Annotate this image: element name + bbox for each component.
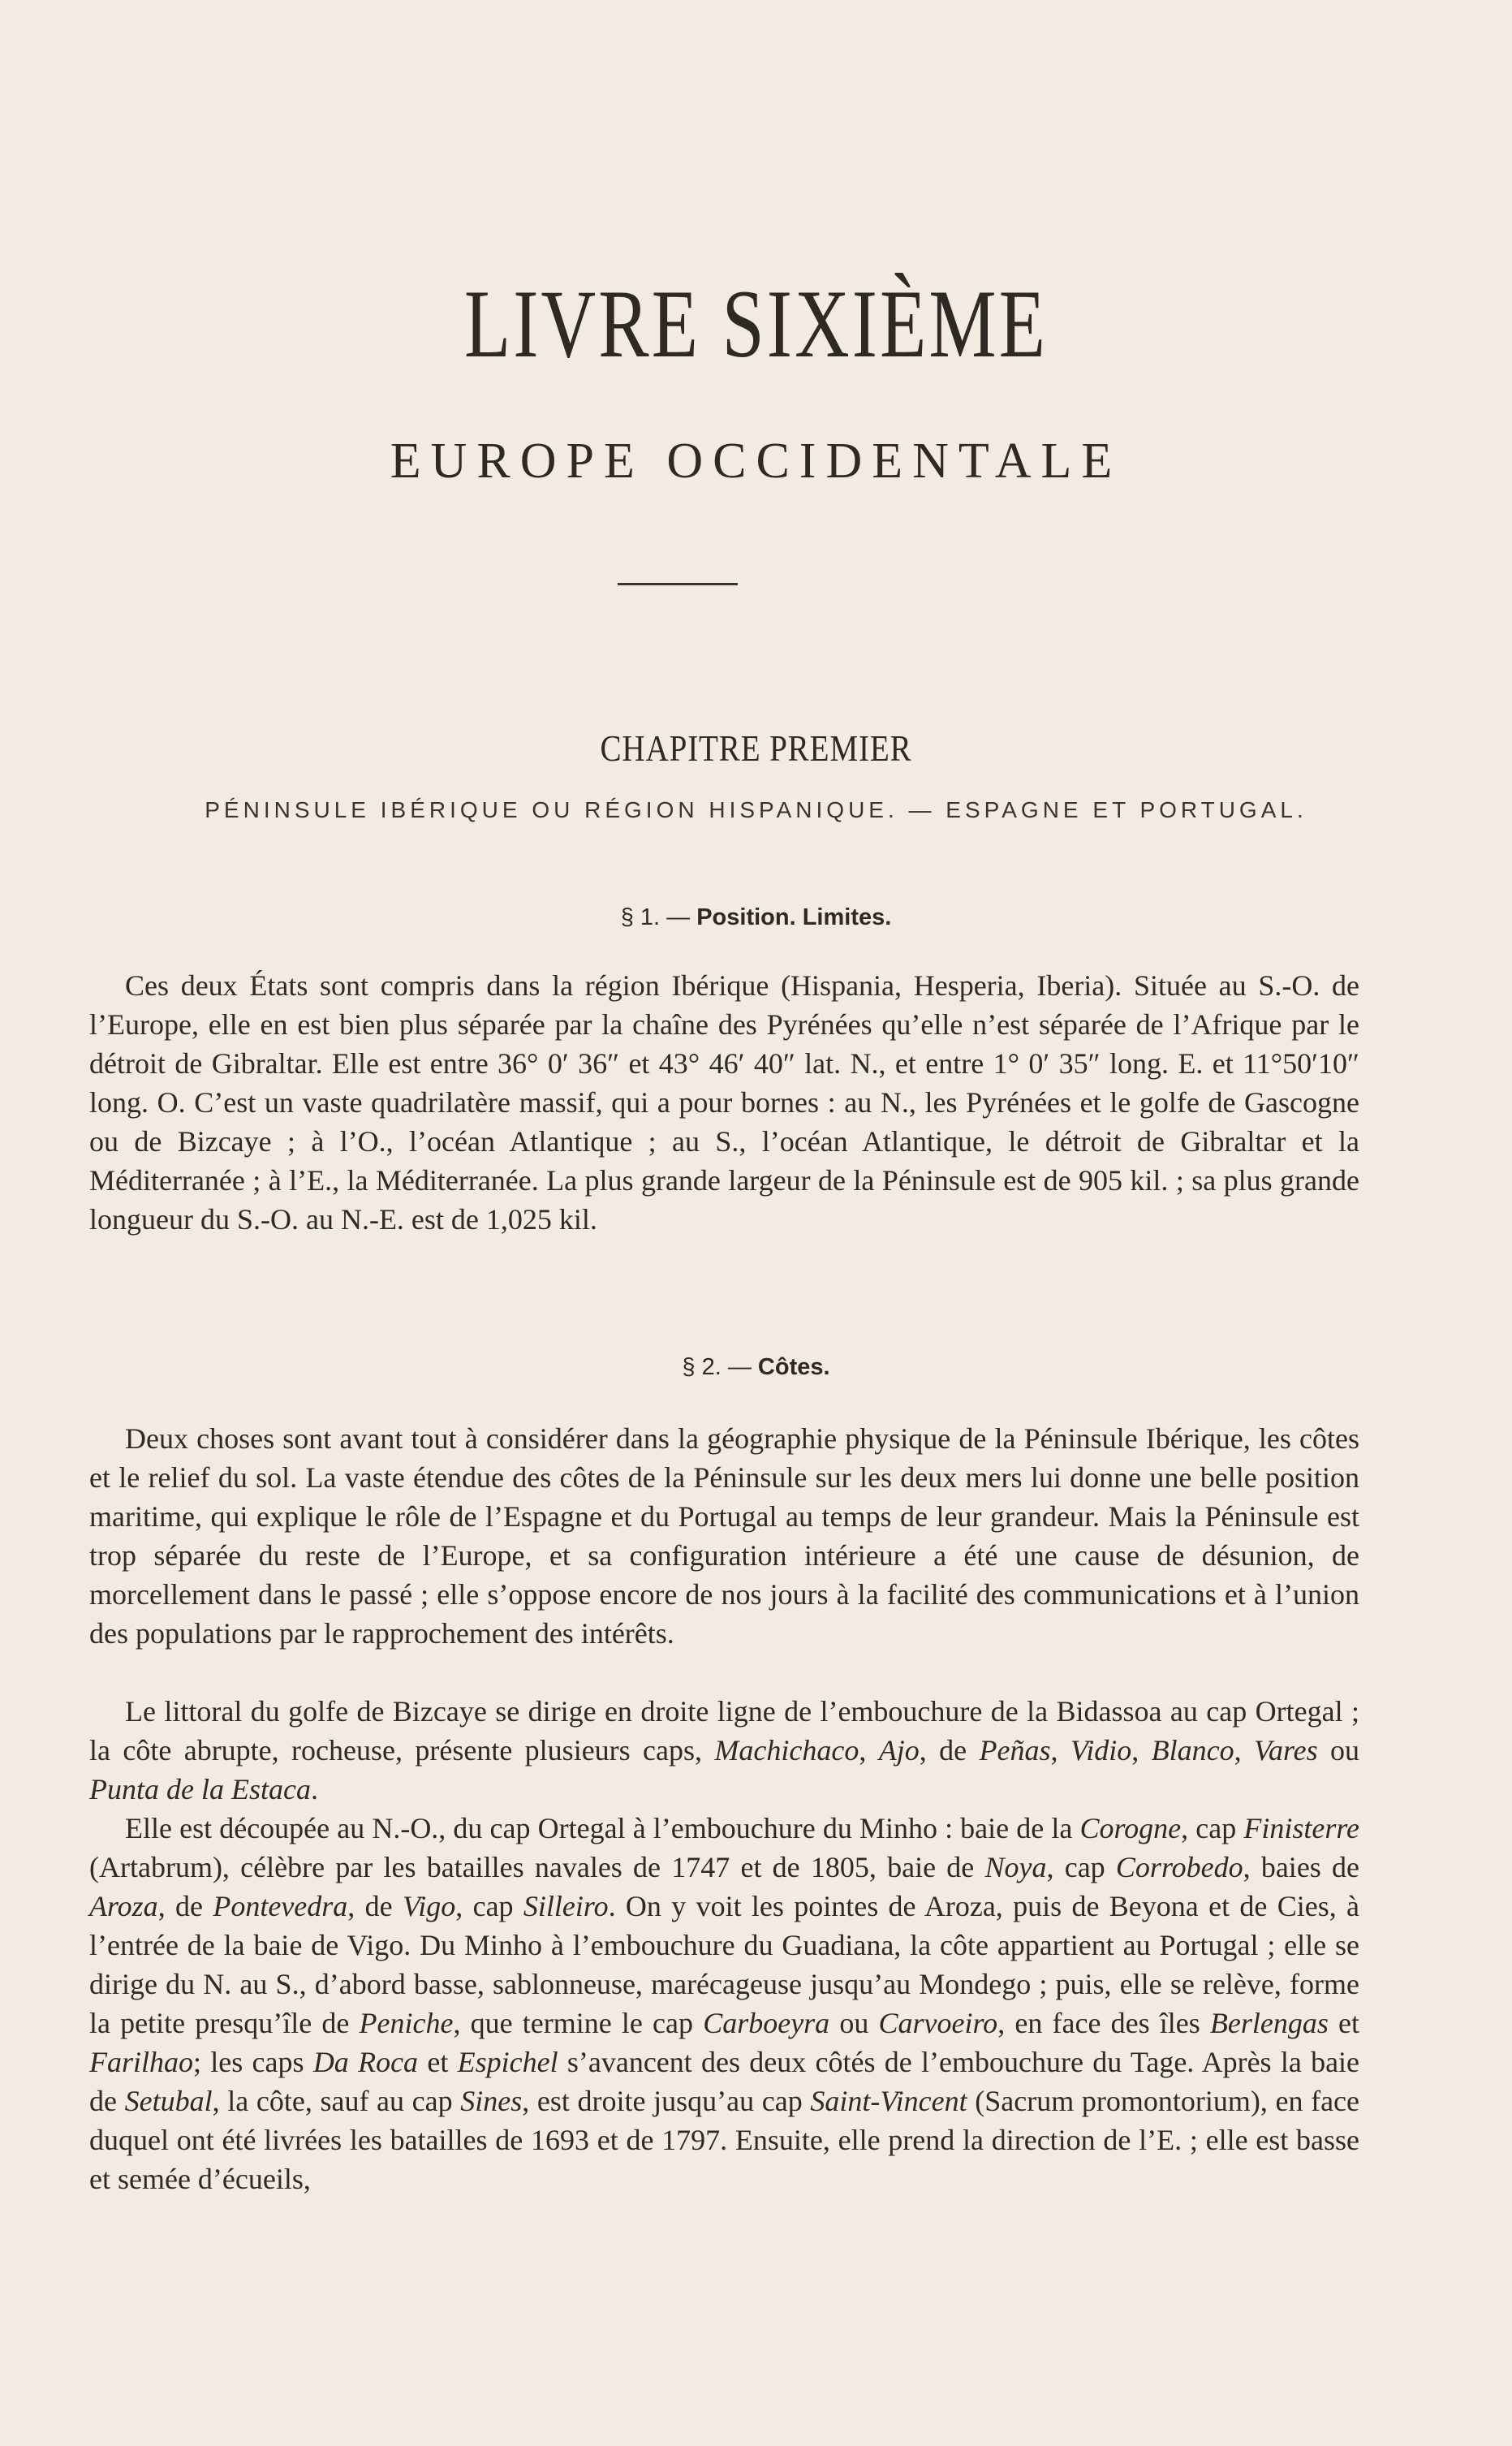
chapter-title: CHAPITRE PREMIER xyxy=(600,727,912,769)
place-name: Farilhao xyxy=(89,2046,194,2078)
place-name: Carvoeiro xyxy=(878,2007,998,2039)
place-name: Ajo xyxy=(878,1734,920,1767)
chapter-subtitle: PÉNINSULE IBÉRIQUE OU RÉGION HISPANIQUE. — ESPAGNE ET PORTUGAL. xyxy=(205,797,1307,822)
section-1-paragraph: Ces deux États sont compris dans la région Ibérique (Hispania, Hesperia, Iberia). Située au S.-O. de l’Europe, elle en est bien plus séparée par la chaîne des Pyrénées qu’elle n’est séparée de l’Afrique par le détroit de Gibraltar. Elle est entre 36° 0′ 36″ et 43° 46′ 40″ lat. N., et entre 1° 0′ 35″ long. E. et 11°50′10″ long. O. C’est un vaste quadrilatère massif, qui a pour bornes : au N., les Pyrénées et le golfe de Gascogne ou de Bizcaye ; à l’O., l’océan Atlantique ; au S., l’océan Atlantique, le détroit de Gibraltar et la Méditerranée ; à l’E., la Méditerranée. La plus grande largeur de la Péninsule est de 905 kil. ; sa plus grande longueur du S.-O. au N.-E. est de 1,025 kil. xyxy=(89,969,1359,1236)
place-name: Pontevedra xyxy=(213,1890,348,1922)
section-2-paragraph-3: Elle est découpée au N.-O., du cap Ortegal à l’embouchure du Minho : baie de la Corogne, cap Finisterre (Artabrum), célèbre par les batailles navales de 1747 et de 1805, baie de Noya, cap Corrobedo, baies de Aroza, de Pontevedra, de Vigo, cap Silleiro. On y voit les pointes de Aroza, puis de Beyona et de Cies, à l’entrée de la baie de Vigo. Du Minho à l’embouchure du Guadiana, la côte appartient au Portugal ; elle se dirige du N. au S., d’abord basse, sablonneuse, marécageuse jusqu’au Mondego ; puis, elle se relève, forme la petite presqu’île de Peniche, que termine le cap Carboeyra ou Carvoeiro, en face des îles Berlengas et Farilhao; les caps Da Roca et Espichel s’avancent des deux côtés de l’embouchure du Tage. Après la baie de Setubal, la côte, sauf au cap Sines, est droite jusqu’au cap Saint-Vincent (Sacrum promontorium), en face duquel ont été livrées les batailles de 1693 et de 1797. Ensuite, elle prend la direction de l’E. ; elle est basse et semée d’écueils, xyxy=(89,1812,1360,2195)
section-1-title: Position. Limites. xyxy=(696,904,892,930)
place-name: Carboeyra xyxy=(703,2007,830,2039)
section-2-paragraph-2: Le littoral du golfe de Bizcaye se dirige en droite ligne de l’embouchure de la Bidassoa au cap Ortegal ; la côte abrupte, rocheuse, présente plusieurs caps, Machichaco, Ajo, de Peñas, Vidio, Blanco, Vares ou Punta de la Estaca. xyxy=(89,1695,1360,1805)
place-name: Finisterre xyxy=(1243,1812,1359,1844)
place-name: Peñas xyxy=(979,1734,1051,1767)
place-name: Blanco xyxy=(1151,1734,1234,1767)
section-2-number: § 2. — xyxy=(682,1354,752,1380)
place-name: Punta de la Estaca xyxy=(89,1773,311,1805)
place-name: Silleiro xyxy=(523,1890,609,1922)
book-subtitle: EUROPE OCCIDENTALE xyxy=(390,434,1122,489)
section-1-heading xyxy=(0,904,1512,931)
place-name: Berlengas xyxy=(1209,2007,1329,2039)
place-name: Saint-Vincent xyxy=(810,2085,967,2117)
section-2-heading xyxy=(0,1354,1512,1381)
place-name: Vidio xyxy=(1070,1734,1132,1767)
place-name: Corogne xyxy=(1079,1812,1182,1844)
section-2-title: Côtes. xyxy=(757,1354,830,1380)
place-name: Setubal xyxy=(124,2085,213,2117)
book-title: LIVRE SIXIÈME xyxy=(463,270,1049,377)
place-name: Da Roca xyxy=(312,2046,419,2078)
place-name: Vares xyxy=(1253,1734,1318,1767)
place-name: Vigo xyxy=(402,1890,456,1922)
place-name: Aroza xyxy=(89,1890,158,1922)
section-1-number: § 1. — xyxy=(620,904,691,930)
place-name: Corrobedo xyxy=(1115,1851,1243,1883)
title-divider xyxy=(618,583,738,585)
place-name: Peniche xyxy=(359,2007,454,2039)
place-name: Noya xyxy=(984,1851,1047,1883)
place-name: Sines xyxy=(460,2085,523,2117)
section-2-paragraph-1: Deux choses sont avant tout à considérer dans la géographie physique de la Péninsule Ibérique, les côtes et le relief du sol. La vaste étendue des côtes de la Péninsule sur les deux mers lui donne une belle position maritime, qui explique le rôle de l’Espagne et du Portugal au temps de leur grandeur. Mais la Péninsule est trop séparée du reste de l’Europe, et sa configuration intérieure a été une cause de désunion, de morcellement dans le passé ; elle s’oppose encore de nos jours à la facilité des communications et à l’union des populations par le rapprochement des intérêts. xyxy=(89,1422,1359,1650)
place-name: Machichaco xyxy=(714,1734,859,1767)
place-name: Espichel xyxy=(457,2046,558,2078)
